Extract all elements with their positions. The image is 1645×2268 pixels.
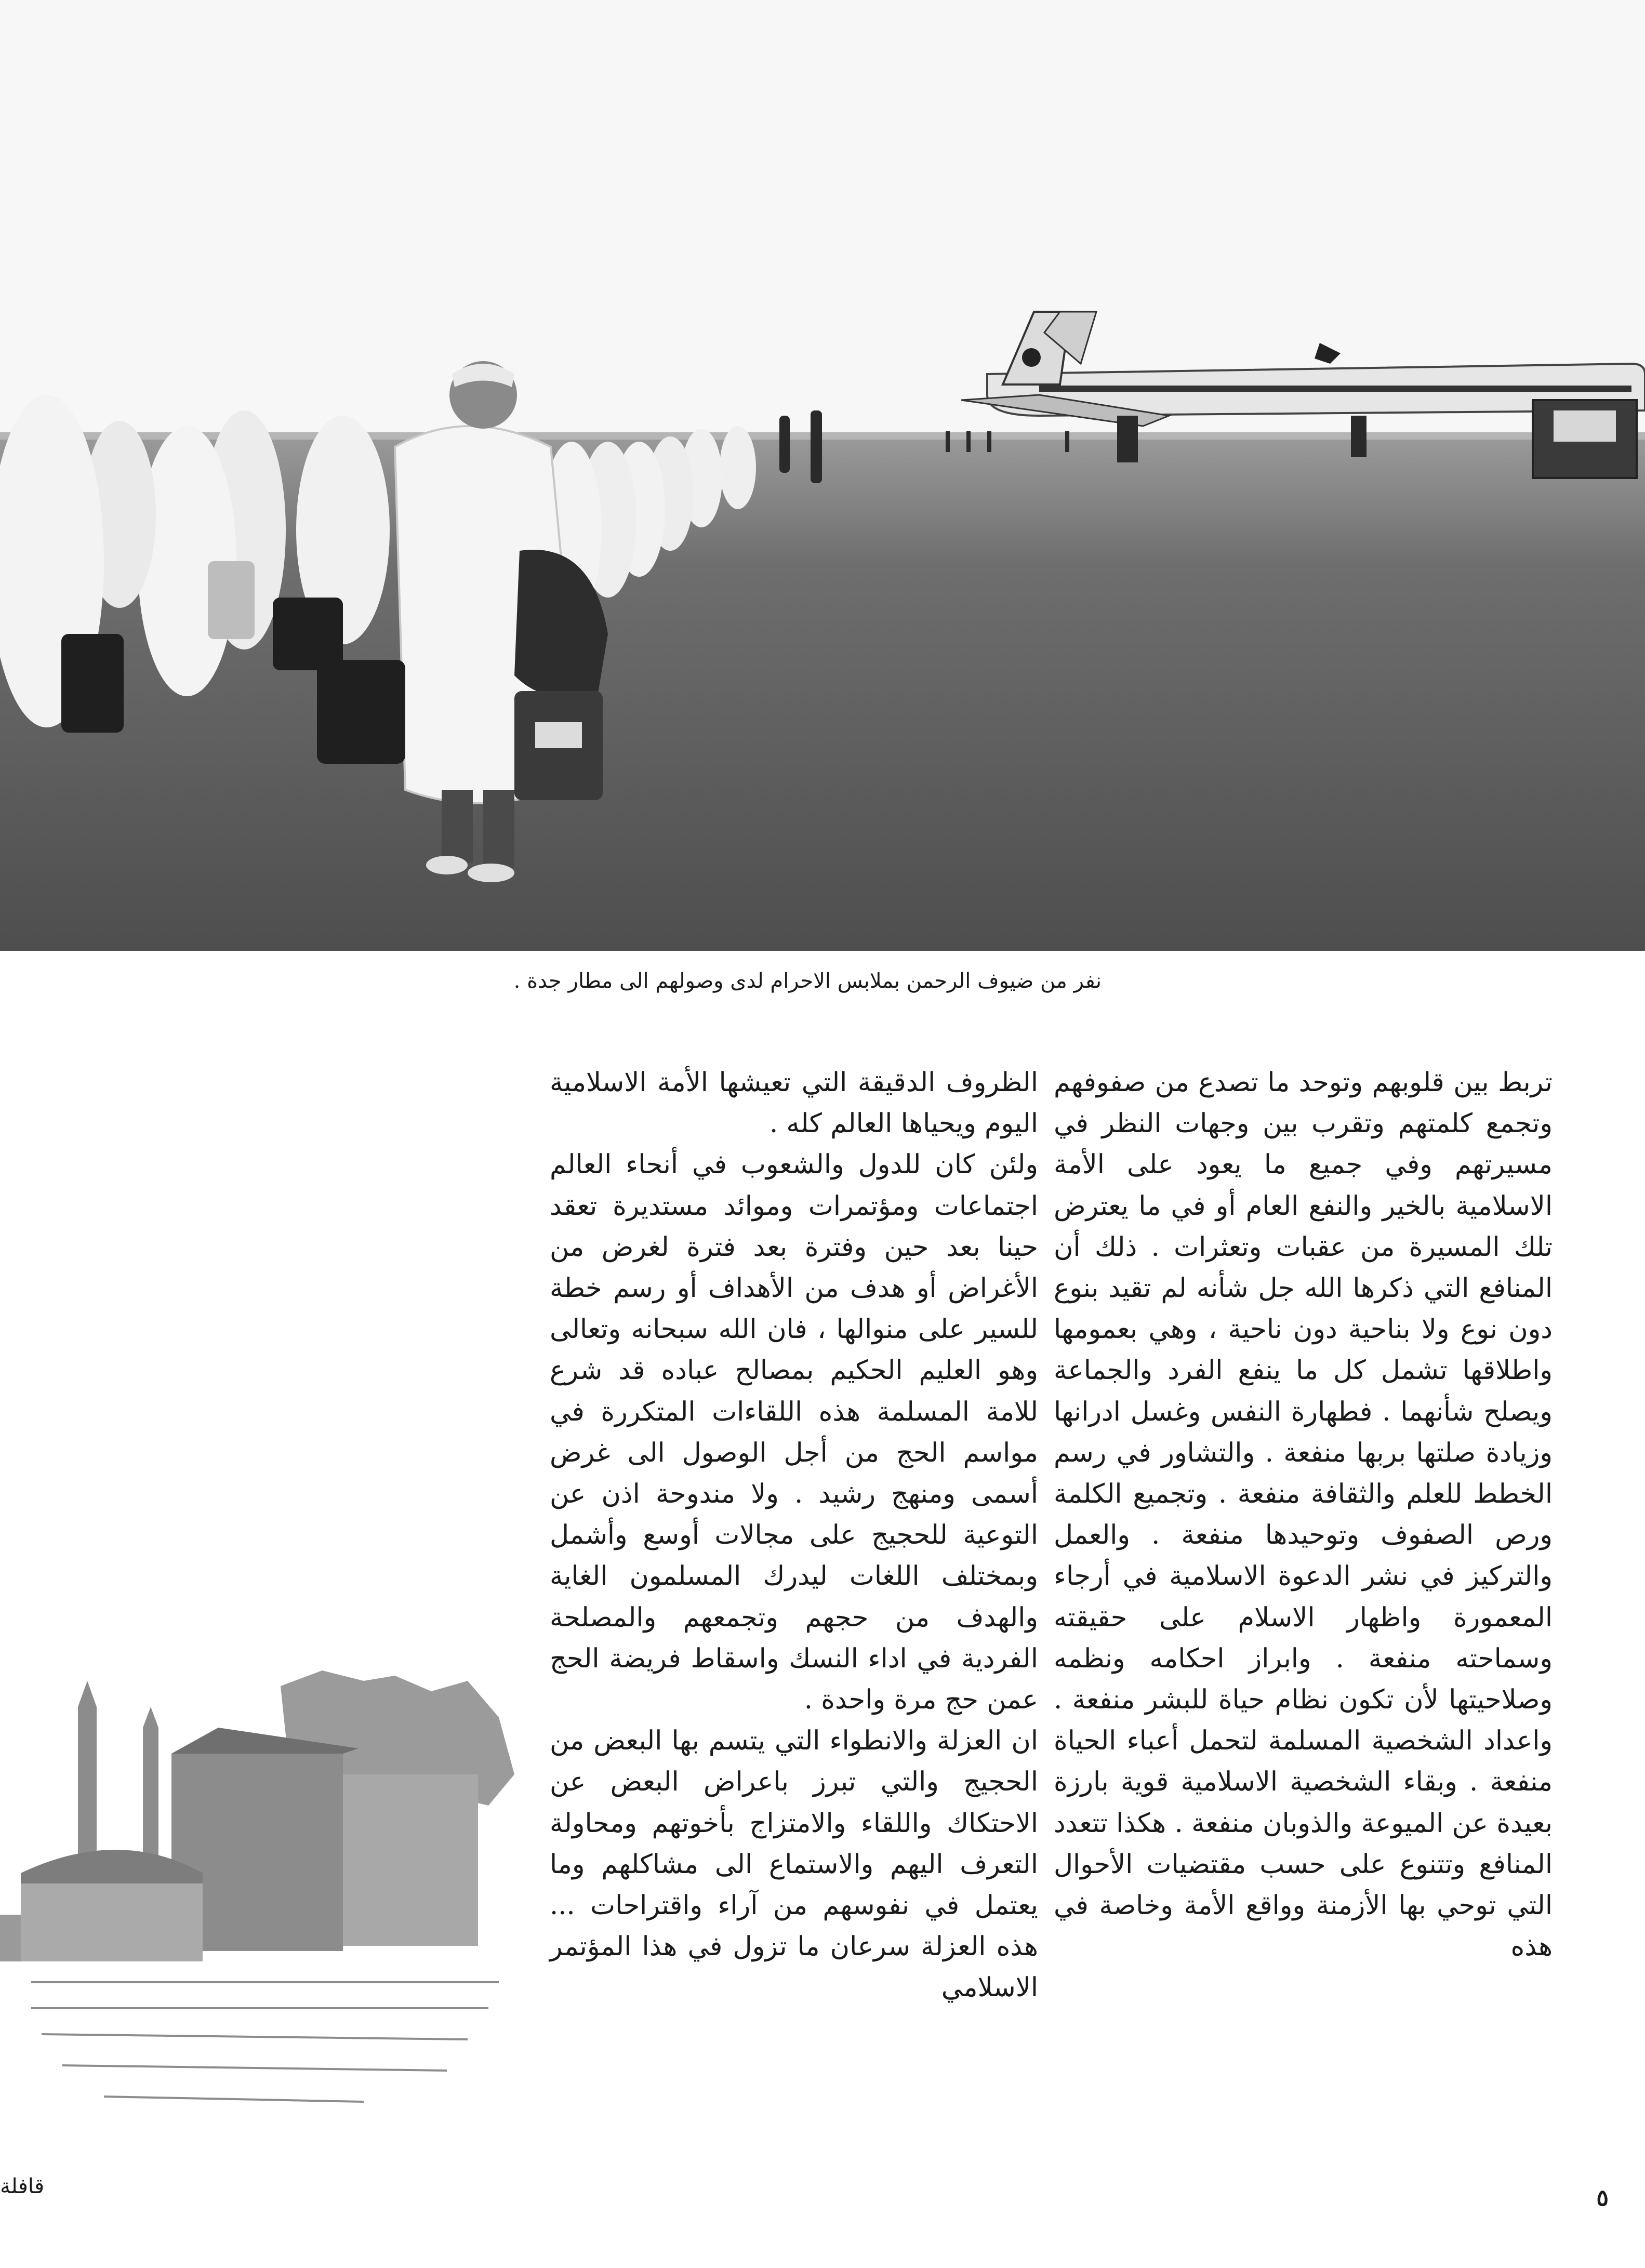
article-column-left <box>550 1062 1038 2009</box>
running-label: قافلة <box>0 2174 45 2198</box>
paragraph: الظروف الدقيقة التي تعيشها الأمة الاسلامية اليوم ويحياها العالم كله . <box>550 1067 1038 1139</box>
page-number: ٥ <box>1596 2185 1609 2211</box>
photo-caption: نفر من ضيوف الرحمن بملابس الاحرام لدى وصولهم الى مطار جدة . <box>513 969 1102 993</box>
paragraph: ولئن كان للدول والشعوب في أنحاء العالم اجتماعات ومؤتمرات وموائد مستديرة تعقد حينا بعد حين وفترة بعد فترة لغرض من الأغراض أو هدف من الأهداف أو رسم خطة للسير على منوالها ، فان الله سبحانه وتعالى وهو العليم الحكيم بمصالح عباده قد شرع للامة المسلمة هذه اللقاءات المتكررة في مواسم الحج من أجل الوصول الى غرض أسمى ومنهج رشيد . ولا مندوحة اذن عن التوعية للحجيج على مجالات أوسع وأشمل وبمختلف اللغات ليدرك المسلمون الغاية والهدف من حجهم وتجمعهم والمصلحة الفردية في اداء النسك واسقاط فريضة الحج عمن حج مرة واحدة . <box>550 1149 1038 1716</box>
paragraph: تربط بين قلوبهم وتوحد ما تصدع من صفوفهم وتجمع كلمتهم وتقرب بين وجهات النظر في مسيرتهم وفي جميع ما يعود على الأمة الاسلامية بالخير والنفع العام أو في ما يعترض تلك المسيرة من عقبات وتعثرات . ذلك أن المنافع التي ذكرها الله جل شأنه لم تقيد بنوع دون نوع ولا بناحية دون ناحية ، وهي بعمومها واطلاقها تشمل كل ما ينفع الفرد والجماعة ويصلح شأنهما . فطهارة النفس وغسل ادرانها وزيادة صلتها بربها منفعة . والتشاور في رسم الخطط للعلم والثقافة منفعة . وتجميع الكلمة ورص الصفوف وتوحيدها منفعة . والعمل والتركيز في نشر الدعوة الاسلامية في أرجاء المعمورة واظهار الاسلام على حقيقته وسماحته منفعة . وابراز احكامه ونظمه وصلاحيتها لأن تكون نظام حياة للبشر منفعة . واعداد الشخصية المسلمة لتحمل أعباء الحياة منفعة . وبقاء الشخصية الاسلامية قوية بارزة بعيدة عن الميوعة والذوبان منفعة . هكذا تتعدد المنافع وتتنوع على حسب مقتضيات الأحوال التي توحي بها الأزمنة وواقع الأمة وخاصة في هذه <box>1054 1067 1553 1962</box>
paragraph: ان العزلة والانطواء التي يتسم بها البعض من الحجيج والتي تبرز باعراض البعض عن الاحتكاك واللقاء والامتزاج بأخوتهم ومحاولة التعرف اليهم والاستماع الى مشاكلهم وما يعتمل في نفوسهم من آراء واقتراحات ... هذه العزلة سرعان ما تزول في هذا المؤتمر الاسلامي <box>550 1726 1038 2004</box>
pilgrims-airport-photo <box>0 0 1645 951</box>
article-column-right <box>1054 1062 1553 1967</box>
photo-scene <box>0 0 1645 951</box>
kaaba-mosque-sketch-icon <box>0 1670 520 2128</box>
